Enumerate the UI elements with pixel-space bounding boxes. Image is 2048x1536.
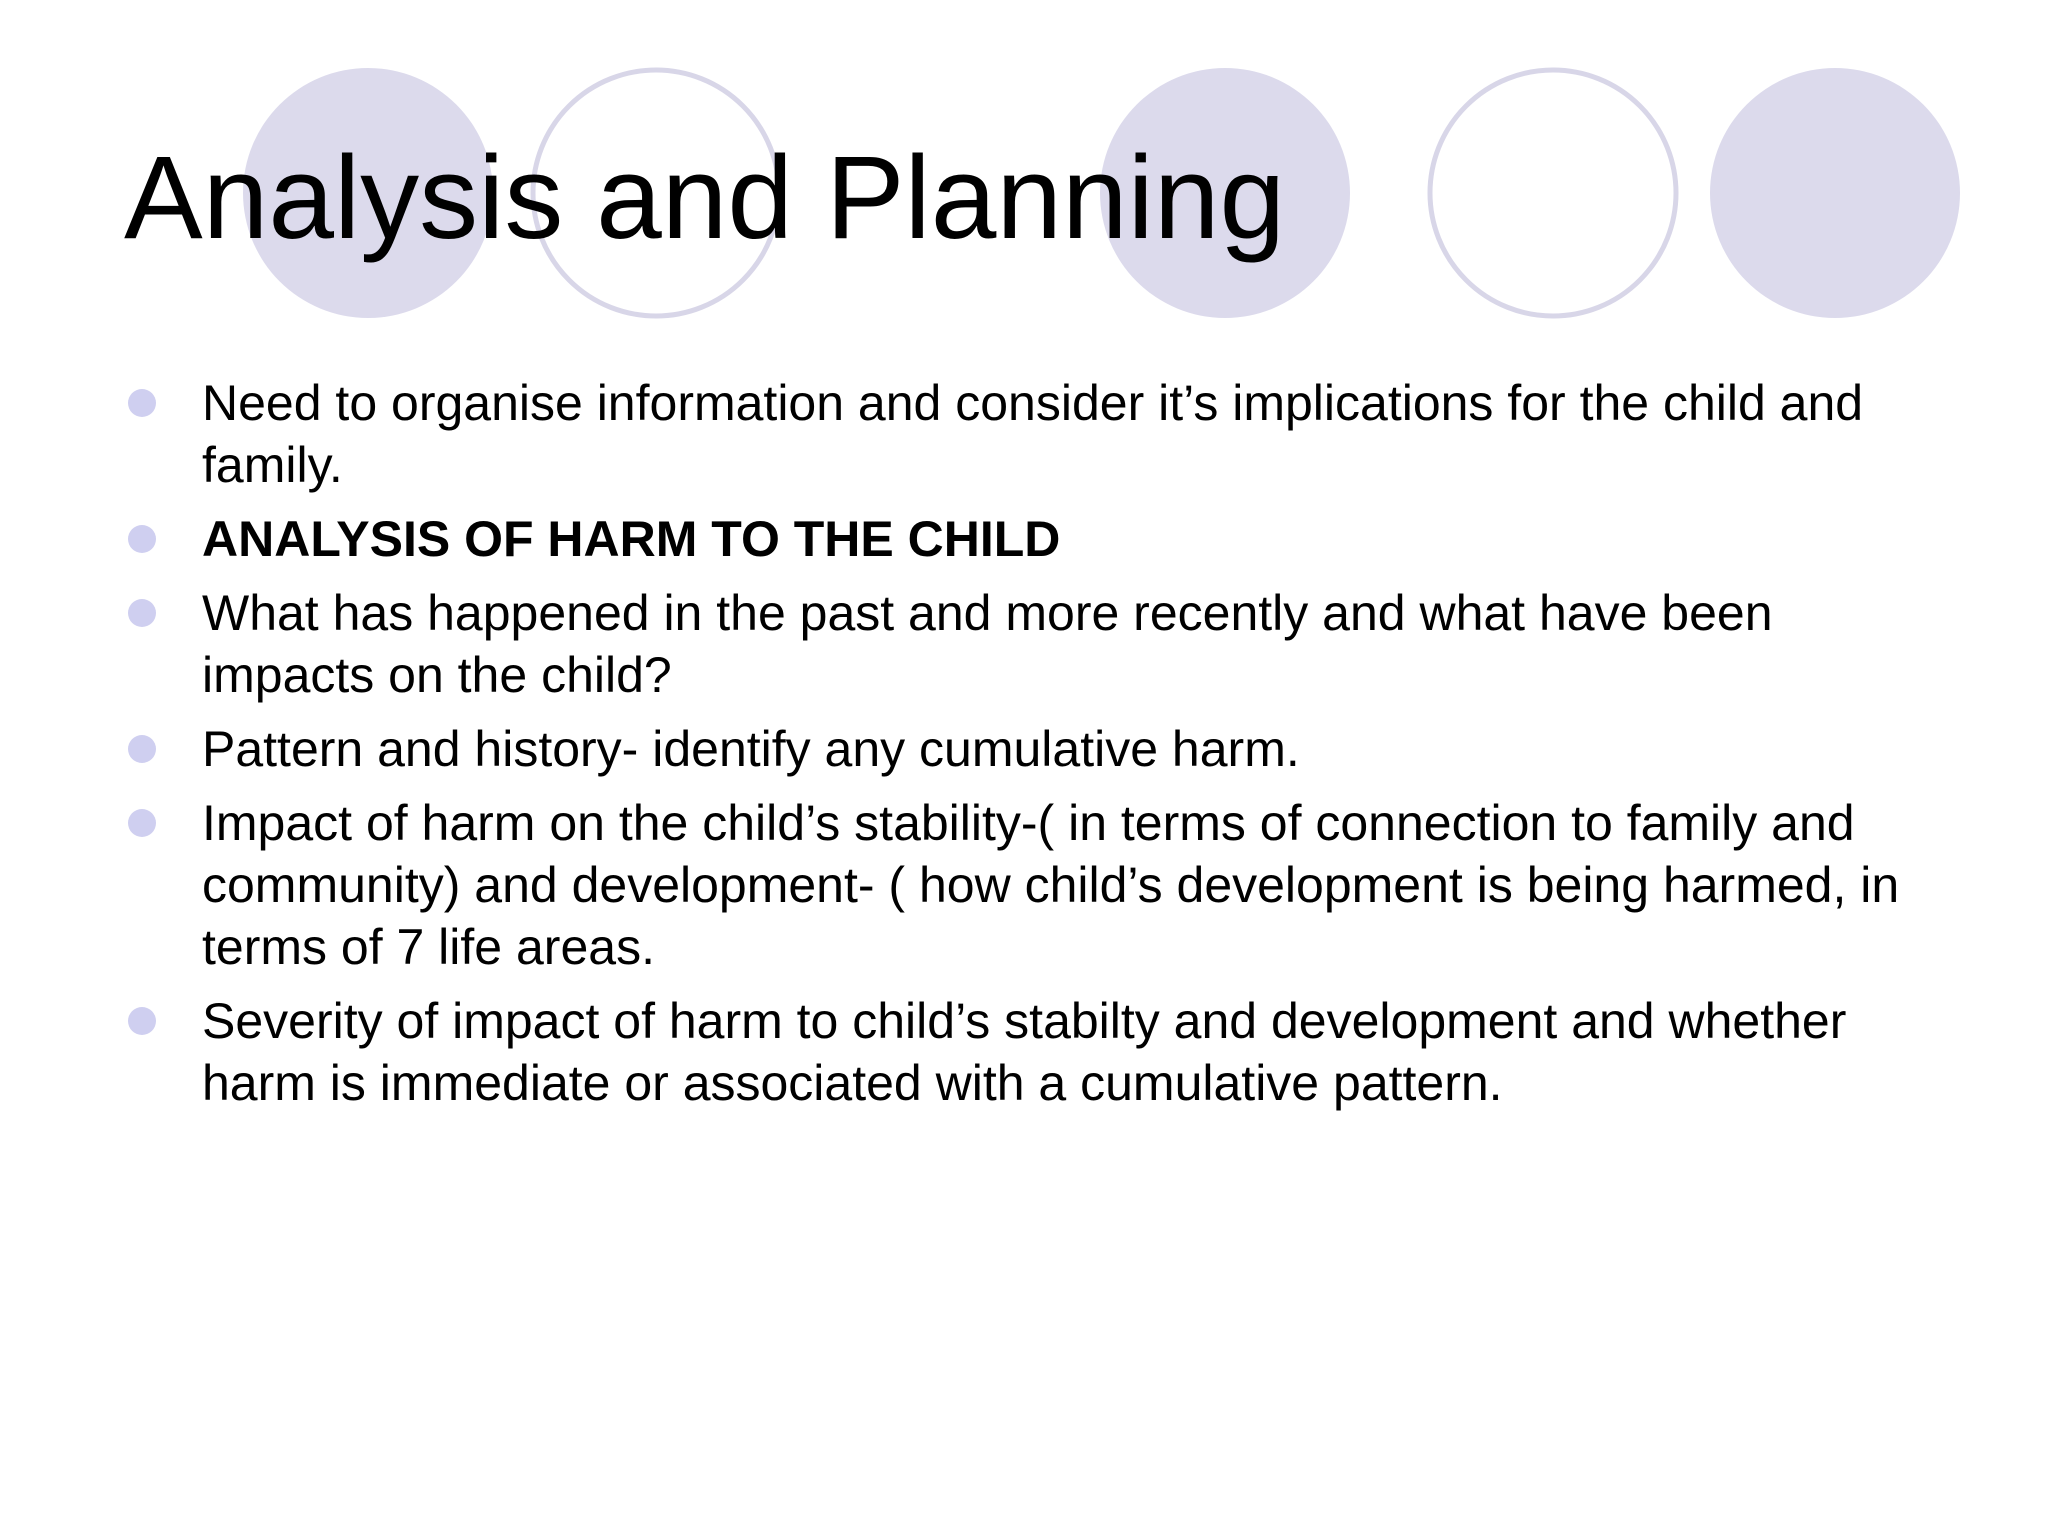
bullet-list bbox=[124, 372, 1954, 1126]
bullet-item bbox=[124, 508, 1954, 570]
bullet-dot-icon bbox=[128, 389, 156, 417]
bullet-item bbox=[124, 372, 1954, 496]
bullet-text: Severity of impact of harm to child’s stabilty and development and whether harm is immediate or associated with a cumulative pattern. bbox=[202, 993, 1847, 1111]
decor-circle-ring-2 bbox=[1430, 70, 1676, 316]
bullet-item bbox=[124, 990, 1954, 1114]
bullet-dot-icon bbox=[128, 1007, 156, 1035]
bullet-dot-icon bbox=[128, 599, 156, 627]
bullet-text: ANALYSIS OF HARM TO THE CHILD bbox=[202, 511, 1061, 567]
bullet-dot-icon bbox=[128, 525, 156, 553]
bullet-text: Need to organise information and consider it’s implications for the child and family. bbox=[202, 375, 1864, 493]
decor-circle-filled-3 bbox=[1710, 68, 1960, 318]
bullet-dot-icon bbox=[128, 809, 156, 837]
bullet-item bbox=[124, 718, 1954, 780]
bullet-text: Pattern and history- identify any cumulative harm. bbox=[202, 721, 1300, 777]
bullet-text: Impact of harm on the child’s stability-( in terms of connection to family and community) and development- ( how child’s development is being harmed, in terms of 7 life areas. bbox=[202, 795, 1900, 975]
slide-title: Analysis and Planning bbox=[124, 132, 1286, 264]
bullet-item bbox=[124, 582, 1954, 706]
bullet-dot-icon bbox=[128, 735, 156, 763]
bullet-item bbox=[124, 792, 1954, 978]
bullet-text: What has happened in the past and more recently and what have been impacts on the child? bbox=[202, 585, 1773, 703]
